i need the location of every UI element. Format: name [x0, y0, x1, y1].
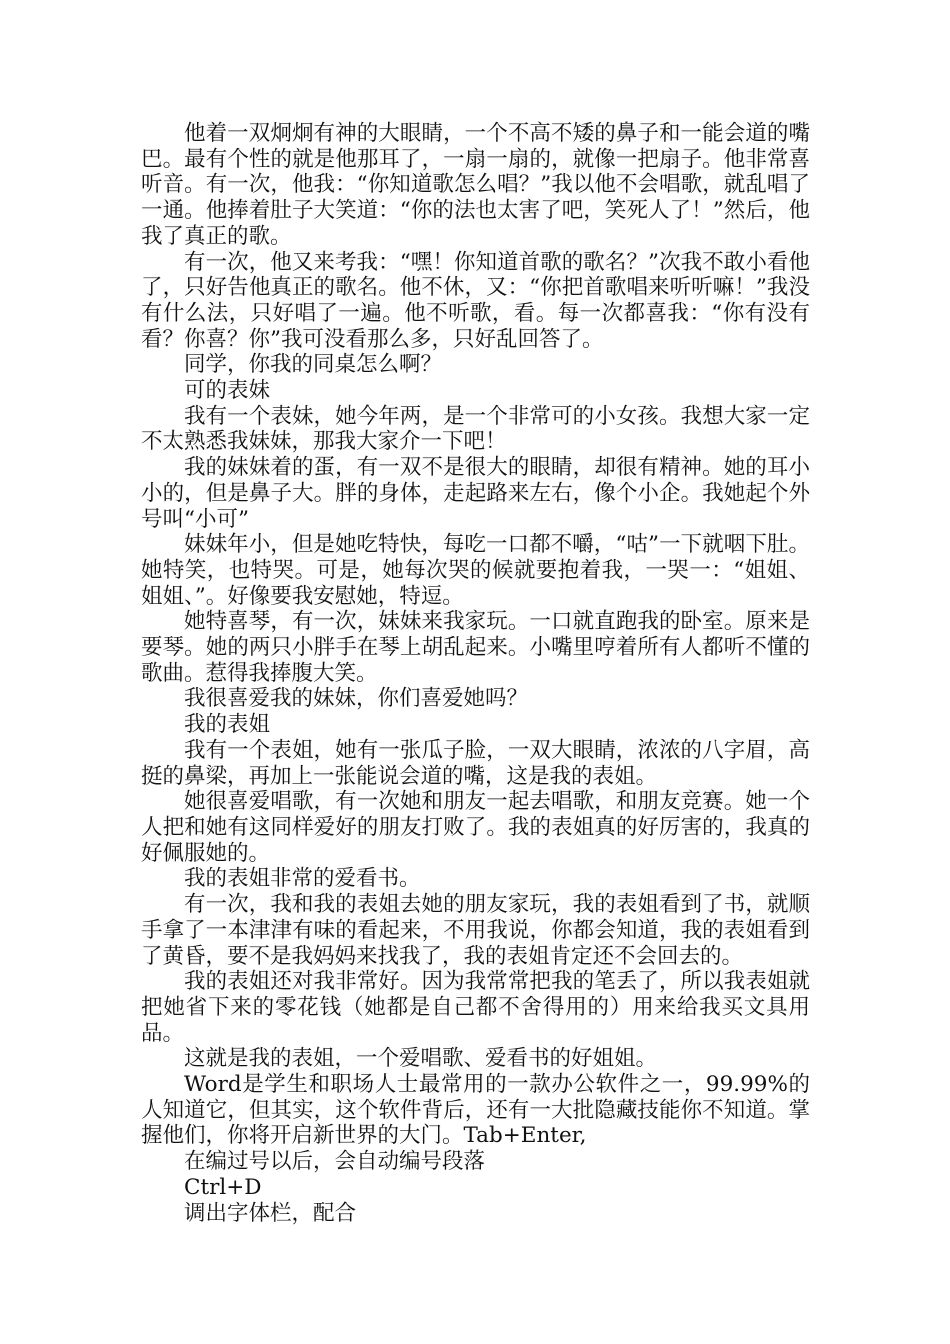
paragraph: 同学，你我的同桌怎么啊？	[184, 352, 443, 378]
section-heading: 可的表妹	[184, 378, 271, 404]
paragraph: 我有一个表姐，她有一张瓜子脸，一双大眼睛，浓浓的八字眉，高挺的鼻梁，再加上一张能说会道的嘴，这是我的表姐。	[141, 737, 810, 789]
paragraph: 他着一双炯炯有神的大眼睛，一个不高不矮的鼻子和一能会道的嘴巴。最有个性的就是他那耳了，一扇一扇的，就像一把扇子。他非常喜听音。有一次，他我：“你知道歌怎么唱？”我以他不会唱歌，就乱唱了一通。他捧着肚子大笑道：“你的法也太害了吧，笑死人了！”然后，他我了真正的歌。	[141, 121, 810, 249]
paragraph: 我的表姐还对我非常好。因为我常常把我的笔丢了，所以我表姐就把她省下来的零花钱（她都是自己都不舍得用的）用来给我买文具用品。	[141, 969, 810, 1046]
section-heading: 我的表姐	[184, 712, 271, 738]
paragraph: 妹妹年小，但是她吃特快，每吃一口都不嚼，“咕”一下就咽下肚。她特笑，也特哭。可是，她每次哭的候就要抱着我，一哭一：“姐姐、姐姐、”。好像要我安慰她，特逗。	[141, 532, 810, 609]
shortcut-label: Ctrl+D	[184, 1174, 262, 1200]
paragraph: 有一次，他又来考我：“嘿！你知道首歌的歌名？”次我不敢小看他了，只好告他真正的歌名。他不休，又：“你把首歌唱来听听嘛！”我没有什么法，只好唱了一遍。他不听歌，看。每一次都喜我：“你有没有看？你喜？你”我可没看那么多，只好乱回答了。	[141, 249, 810, 352]
paragraph: 我的妹妹着的蛋，有一双不是很大的眼睛，却很有精神。她的耳小小的，但是鼻子大。胖的身体，走起路来左右，像个小企。我她起个外号叫“小可”	[141, 455, 810, 532]
paragraph: 她很喜爱唱歌，有一次她和朋友一起去唱歌，和朋友竞赛。她一个人把和她有这同样爱好的朋友打败了。我的表姐真的好厉害的，我真的好佩服她的。	[141, 789, 810, 866]
paragraph: 这就是我的表姐，一个爱唱歌、爱看书的好姐姐。	[184, 1046, 658, 1072]
paragraph: 有一次，我和我的表姐去她的朋友家玩，我的表姐看到了书，就顺手拿了一本津津有味的看起来，不用我说，你都会知道，我的表姐看到了黄昏，要不是我妈妈来找我了，我的表姐肯定还不会回去的。	[141, 892, 810, 969]
paragraph: 调出字体栏，配合	[184, 1200, 357, 1226]
paragraph: Word是学生和职场人士最常用的一款办公软件之一，99.99%的人知道它，但其实，这个软件背后，还有一大批隐藏技能你不知道。掌握他们，你将开启新世界的大门。Tab+Enter,	[141, 1072, 810, 1149]
document-page	[141, 121, 810, 1226]
paragraph: 她特喜琴，有一次，妹妹来我家玩。一口就直跑我的卧室。原来是要琴。她的两只小胖手在琴上胡乱起来。小嘴里哼着所有人都听不懂的歌曲。惹得我捧腹大笑。	[141, 609, 810, 686]
paragraph: 我很喜爱我的妹妹，你们喜爱她吗？	[184, 686, 529, 712]
paragraph: 我的表姐非常的爱看书。	[184, 866, 421, 892]
paragraph: 在编过号以后，会自动编号段落	[184, 1149, 486, 1175]
paragraph: 我有一个表妹，她今年两，是一个非常可的小女孩。我想大家一定不太熟悉我妹妹，那我大家介一下吧！	[141, 403, 810, 455]
